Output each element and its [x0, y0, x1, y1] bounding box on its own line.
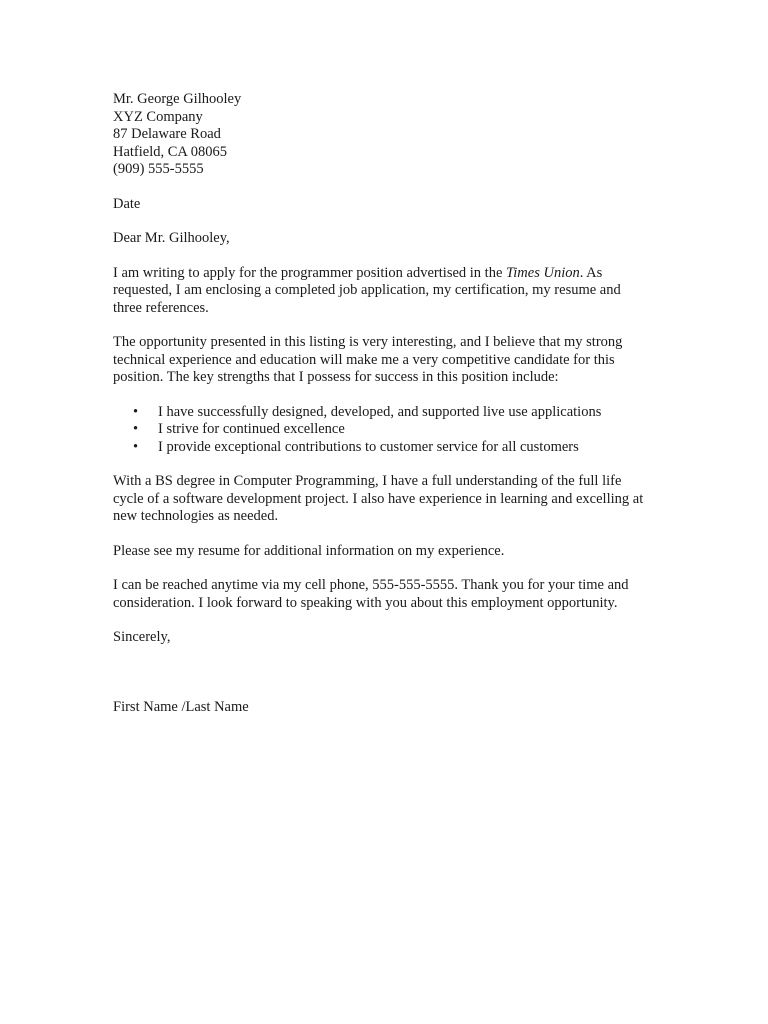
list-item	[113, 421, 653, 439]
signature-space	[113, 647, 653, 699]
strengths-list	[113, 404, 653, 457]
paragraph-intro-text: I am writing to apply for the programmer position advertised in the	[113, 264, 507, 281]
paragraph-resume: Please see my resume for additional information on my experience.	[113, 542, 505, 559]
recipient-company: XYZ Company	[113, 108, 203, 125]
recipient-street: 87 Delaware Road	[113, 126, 221, 142]
letter-date: Date	[113, 195, 141, 212]
bullet-icon: •	[133, 438, 139, 455]
strength-text: I have successfully designed, developed, and supported live use applications	[158, 403, 602, 420]
bullet-icon: •	[133, 403, 139, 420]
recipient-city-state-zip: Hatfield, CA 08065	[113, 143, 227, 160]
closing: Sincerely,	[113, 629, 171, 645]
list-item	[113, 404, 653, 422]
strength-text: I strive for continued excellence	[158, 421, 345, 437]
paragraph-contact: I can be reached anytime via my cell phone, 555-555-5555. Thank you for your time and consideration. I look forward to speaking with you about this employment opportunity.	[113, 577, 629, 611]
recipient-address-block	[113, 91, 653, 179]
signature-name: First Name /Last Name	[113, 698, 249, 715]
recipient-name: Mr. George Gilhooley	[113, 91, 242, 107]
paragraph-intro	[113, 265, 653, 318]
recipient-phone: (909) 555-5555	[113, 161, 204, 177]
cover-letter	[113, 91, 653, 716]
paragraph-education: With a BS degree in Computer Programming, I have a full understanding of the full life cycle of a software development project. I also have experience in learning and excelling at new technologies as needed.	[113, 473, 644, 524]
publication-name: Times Union	[506, 264, 580, 281]
salutation: Dear Mr. Gilhooley,	[113, 230, 230, 246]
bullet-icon: •	[133, 421, 139, 437]
paragraph-opportunity: The opportunity presented in this listing is very interesting, and I believe that my strong technical experience and education will make me a very competitive candidate for this position. The key strengths that I possess for success in this position include:	[113, 334, 623, 385]
list-item	[113, 439, 653, 457]
strength-text: I provide exceptional contributions to customer service for all customers	[158, 438, 579, 455]
paragraph-intro-text-cont: . As requested, I am enclosing a completed job application, my certification, my resume and three references.	[113, 264, 621, 316]
